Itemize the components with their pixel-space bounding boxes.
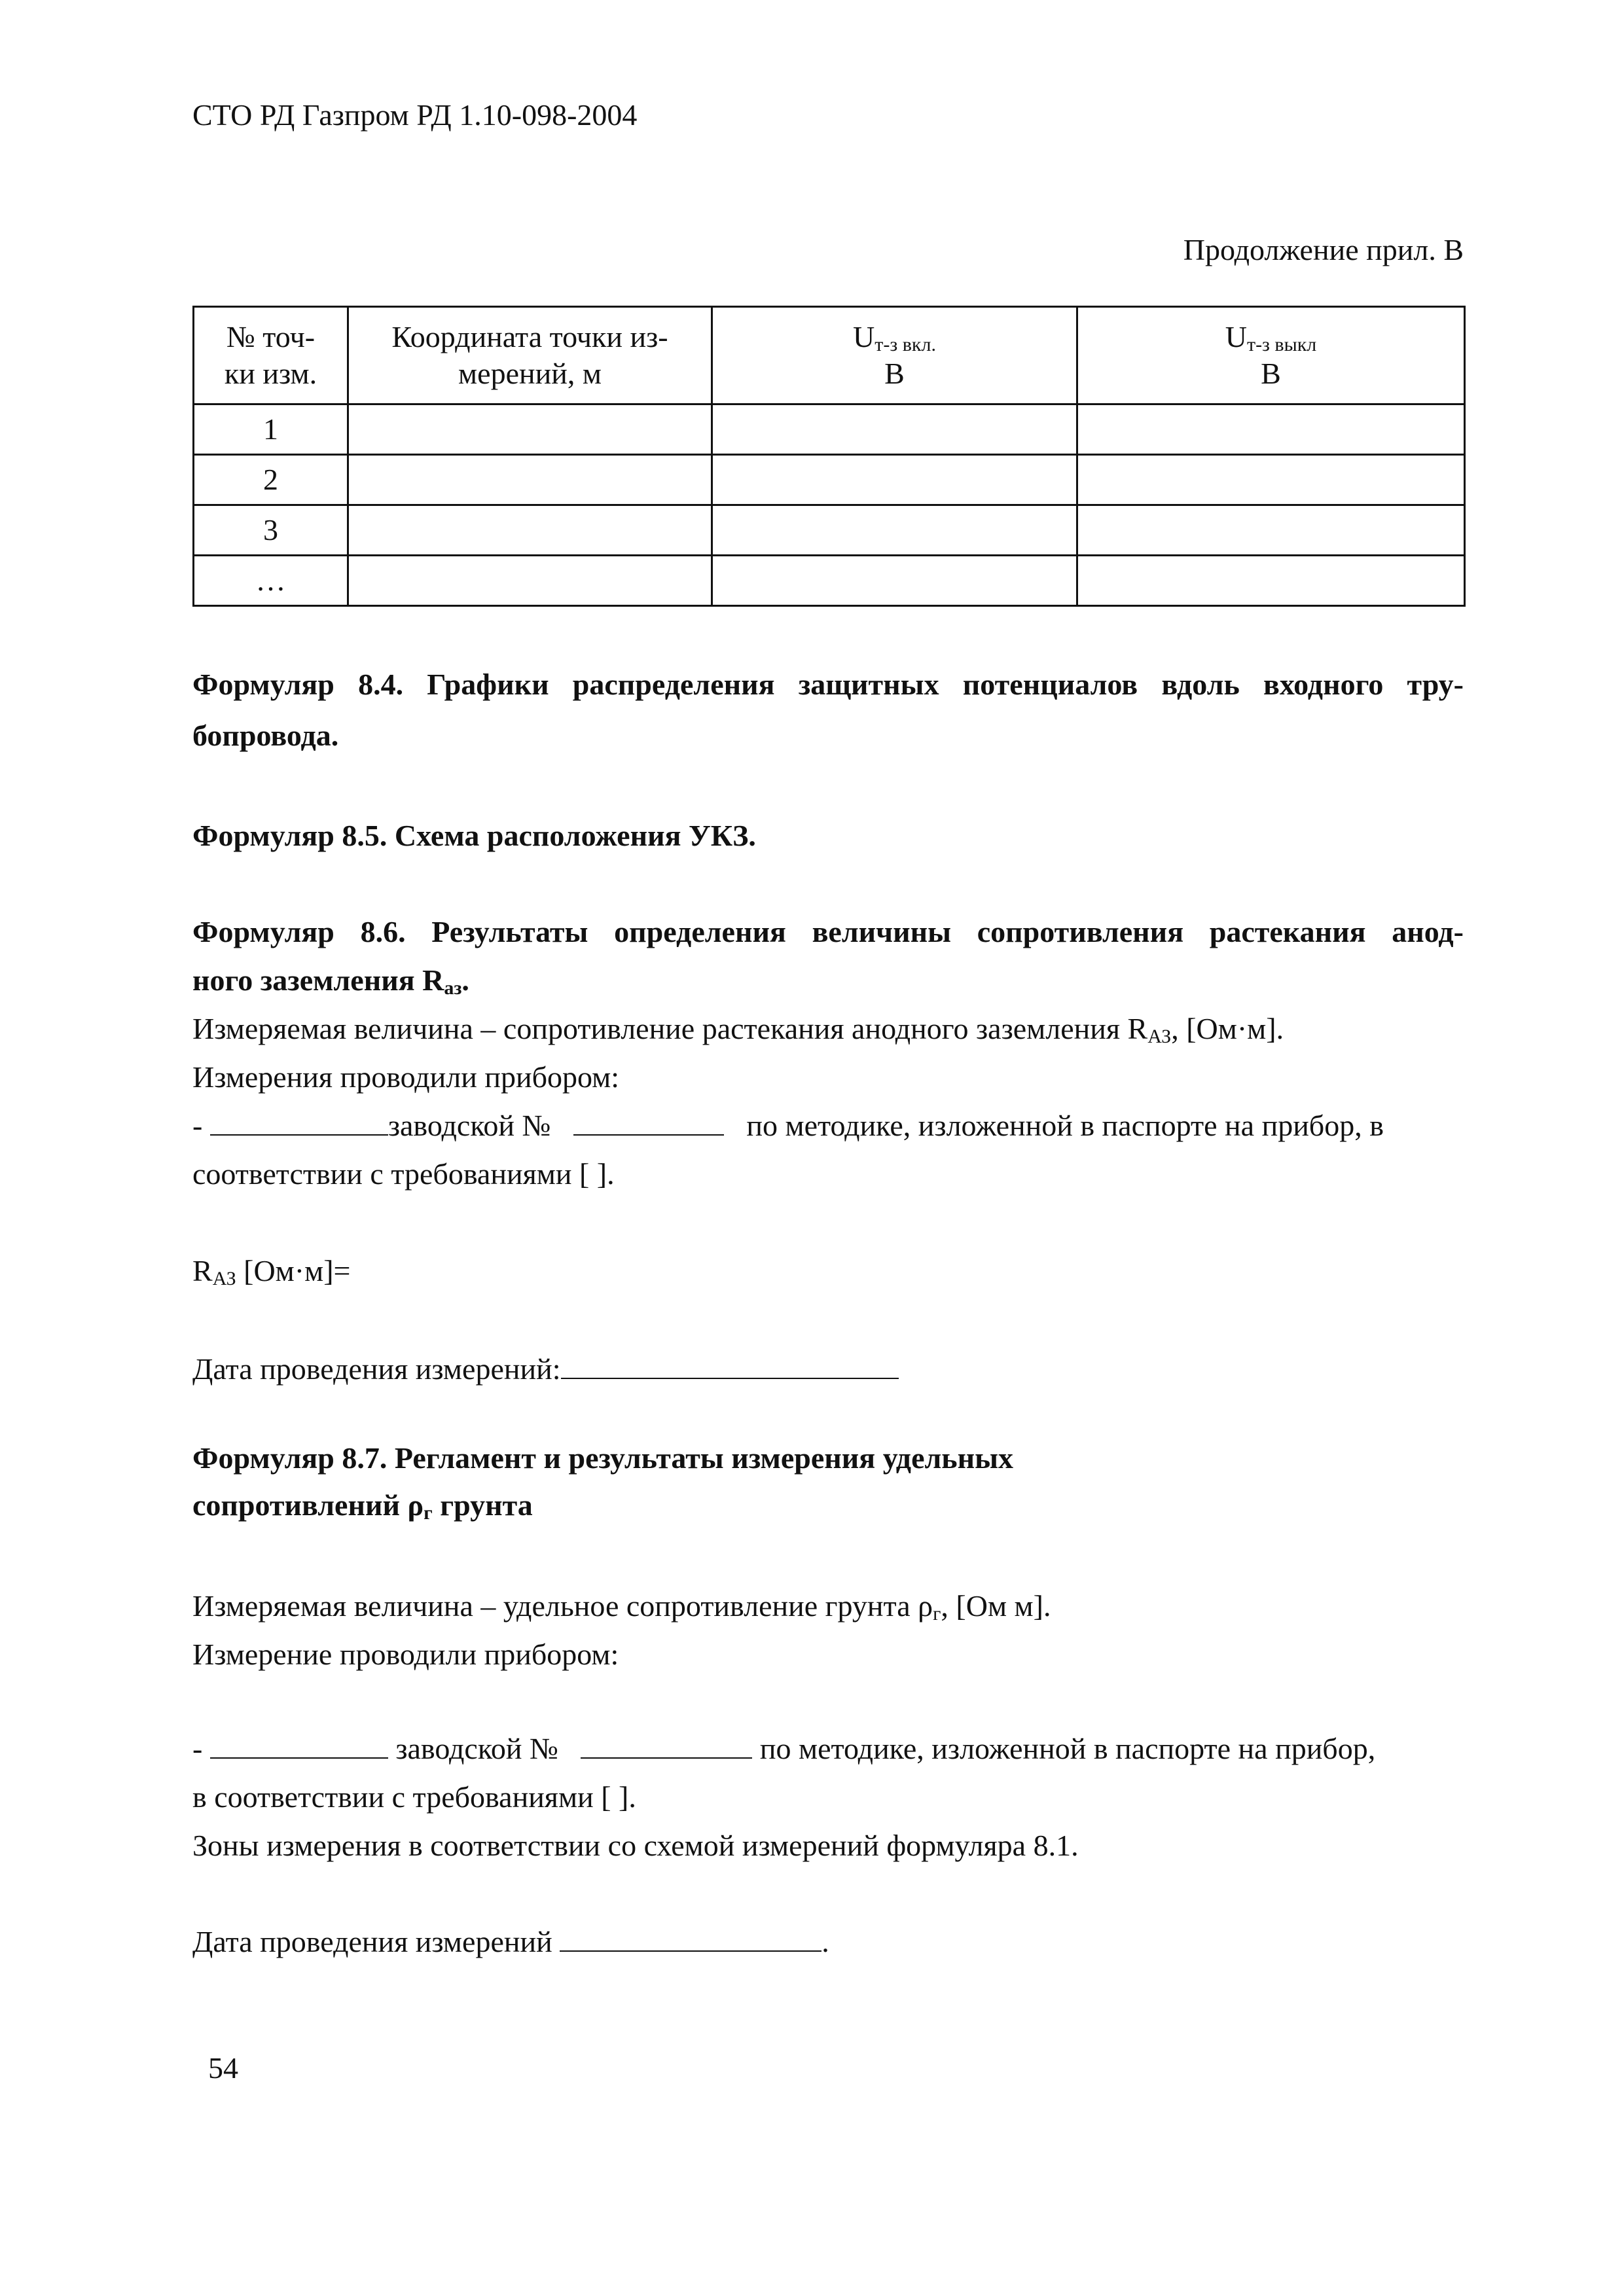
device-name-blank[interactable] xyxy=(210,1105,388,1136)
coordinate-cell xyxy=(348,404,712,455)
date-blank[interactable] xyxy=(560,1922,821,1952)
formular-8-7-device-intro: Измерение проводили прибором: xyxy=(192,1638,619,1671)
header-voltage-on: $U_{т-з вкл.}$ В xyxy=(712,307,1077,404)
voltage-off-cell xyxy=(1077,455,1465,505)
appendix-continuation-note: Продолжение прил. В xyxy=(1183,233,1464,266)
voltage-on-cell xyxy=(712,556,1077,606)
row-number-cell: 3 xyxy=(194,505,348,556)
formular-8-4-title-line1: Формуляр 8.4. Графики распределения защитных потенциалов вдоль входного тру- xyxy=(192,668,1464,701)
date-blank[interactable] xyxy=(561,1349,899,1379)
formular-8-6-measured-quantity: Измеряемая величина – сопротивление растекания анодного заземления $R_{АЗ}$, [Ом·м]. xyxy=(192,1012,1284,1047)
voltage-off-cell xyxy=(1077,404,1465,455)
row-number-cell: … xyxy=(194,556,348,606)
device-name-blank[interactable] xyxy=(210,1729,388,1759)
formular-8-6-device-line: - заводской № по методике, изложенной в паспорте на прибор, в xyxy=(192,1105,1384,1147)
formular-8-7-measured-quantity: Измеряемая величина – удельное сопротивление грунта $\rho_г$, [Ом м]. xyxy=(192,1589,1051,1624)
formular-8-6-title-line1: Формуляр 8.6. Результаты определения величины сопротивления растекания анод- xyxy=(192,915,1464,948)
formular-8-6-title-line2: ного заземления $R_{аз}$. xyxy=(192,963,469,999)
formular-8-6-result: $R_{АЗ}$ [Ом·м]= xyxy=(192,1254,351,1289)
table-row xyxy=(194,455,1465,505)
coordinate-cell xyxy=(348,505,712,556)
header-voltage-off: $U_{т-з выкл}$ В xyxy=(1077,307,1465,404)
coordinate-cell xyxy=(348,455,712,505)
voltage-on-cell xyxy=(712,455,1077,505)
voltage-on-cell xyxy=(712,404,1077,455)
table-row xyxy=(194,505,1465,556)
formular-8-7-compliance: в соответствии с требованиями [ ]. xyxy=(192,1780,636,1814)
header-coordinate: Координата точки из- мерений, м xyxy=(348,307,712,404)
voltage-off-cell xyxy=(1077,505,1465,556)
voltage-on-cell xyxy=(712,505,1077,556)
table-row xyxy=(194,404,1465,455)
formular-8-7-zones: Зоны измерения в соответствии со схемой измерений формуляра 8.1. xyxy=(192,1829,1079,1862)
formular-8-5-title: Формуляр 8.5. Схема расположения УКЗ. xyxy=(192,819,756,852)
serial-number-blank[interactable] xyxy=(581,1729,752,1759)
formular-8-6-compliance: соответствии с требованиями [ ]. xyxy=(192,1157,615,1191)
coordinate-cell xyxy=(348,556,712,606)
document-code: СТО РД Газпром РД 1.10-098-2004 xyxy=(192,98,638,132)
row-number-cell: 1 xyxy=(194,404,348,455)
serial-number-blank[interactable] xyxy=(573,1105,724,1136)
formular-8-7-title-line1: Формуляр 8.7. Регламент и результаты измерения удельных xyxy=(192,1441,1014,1475)
voltage-off-cell xyxy=(1077,556,1465,606)
measurement-table xyxy=(192,306,1466,607)
formular-8-7-date: Дата проведения измерений . xyxy=(192,1921,829,1963)
formular-8-6-device-intro: Измерения проводили прибором: xyxy=(192,1060,620,1094)
formular-8-7-title-line2: сопротивлений $\rho_г$ грунта xyxy=(192,1488,533,1524)
table-row xyxy=(194,556,1465,606)
header-point-number: № точ- ки изм. xyxy=(194,307,348,404)
formular-8-7-device-line: - заводской № по методике, изложенной в паспорте на прибор, xyxy=(192,1728,1375,1770)
page-number: 54 xyxy=(208,2051,238,2085)
formular-8-6-date: Дата проведения измерений: xyxy=(192,1348,899,1390)
formular-8-4-title-line2: бопровода. xyxy=(192,719,339,752)
row-number-cell: 2 xyxy=(194,455,348,505)
table-header-row xyxy=(194,307,1465,404)
